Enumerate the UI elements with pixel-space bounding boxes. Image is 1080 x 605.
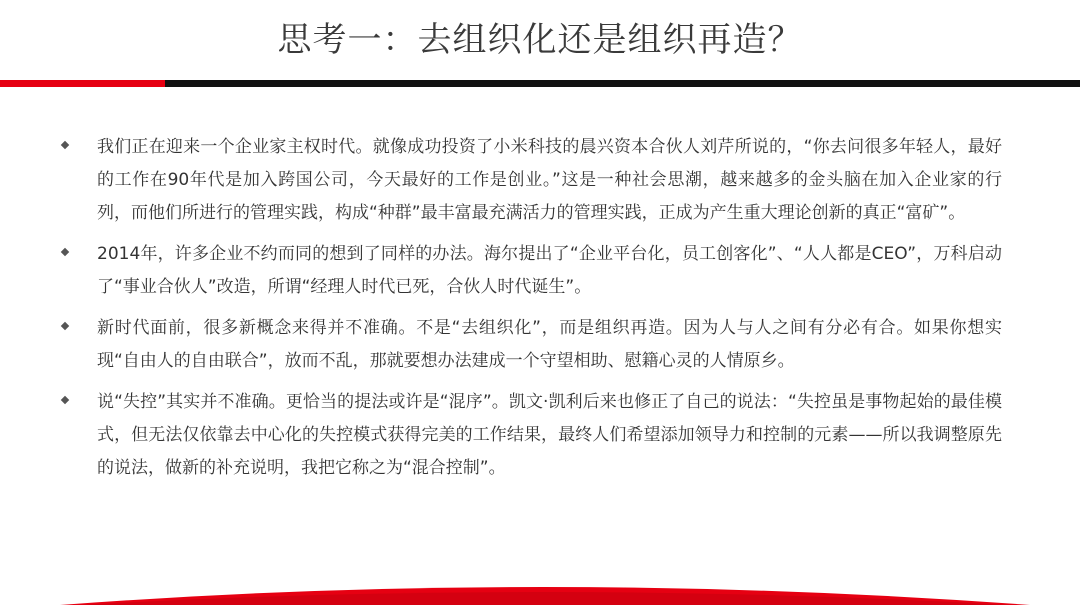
bullet-list (62, 131, 1002, 485)
bullet-item-2 (62, 238, 1002, 304)
title-underline-black (165, 80, 1080, 87)
bullet-item-3 (62, 312, 1002, 378)
bullet-item-4 (62, 386, 1002, 485)
bullet-text-4: 说“失控”其实并不准确。更恰当的提法或许是“混序”。凯文·凯利后来也修正了自己的说法：“失控虽是事物起始的最佳模式，但无法仅依靠去中心化的失控模式获得完美的工作结果，最终人们希望添加领导力和控制的元素——所以我调整原先的说法，做新的补充说明，我把它称之为“混合控制”。 (97, 392, 1002, 478)
slide-title: 思考一：去组织化还是组织再造？ (277, 20, 803, 60)
bullet-item-1 (62, 131, 1002, 230)
title-underline-red (0, 80, 165, 87)
diamond-bullet-icon (61, 248, 69, 256)
bullet-text-3: 新时代面前，很多新概念来得并不准确。不是“去组织化”，而是组织再造。因为人与人之间有分必有合。如果你想实现“自由人的自由联合”，放而不乱，那就要想办法建成一个守望相助、慰籍心灵的人情原乡。 (97, 318, 1002, 371)
diamond-bullet-icon (61, 322, 69, 330)
diamond-bullet-icon (61, 141, 69, 149)
bullet-text-1: 我们正在迎来一个企业家主权时代。就像成功投资了小米科技的晨兴资本合伙人刘芹所说的，“你去问很多年轻人，最好的工作在90年代是加入跨国公司，今天最好的工作是创业。”这是一种社会思潮，越来越多的金头脑在加入企业家的行列，而他们所进行的管理实践，构成“种群”最丰富最充满活力的管理实践，正成为产生重大理论创新的真正“富矿”。 (97, 137, 1002, 223)
bullet-text-2: 2014年，许多企业不约而同的想到了同样的办法。海尔提出了“企业平台化，员工创客化”、“人人都是CEO”，万科启动了“事业合伙人”改造，所谓“经理人时代已死，合伙人时代诞生”。 (97, 244, 1002, 297)
bottom-red-wave (0, 575, 1080, 605)
diamond-bullet-icon (61, 396, 69, 404)
